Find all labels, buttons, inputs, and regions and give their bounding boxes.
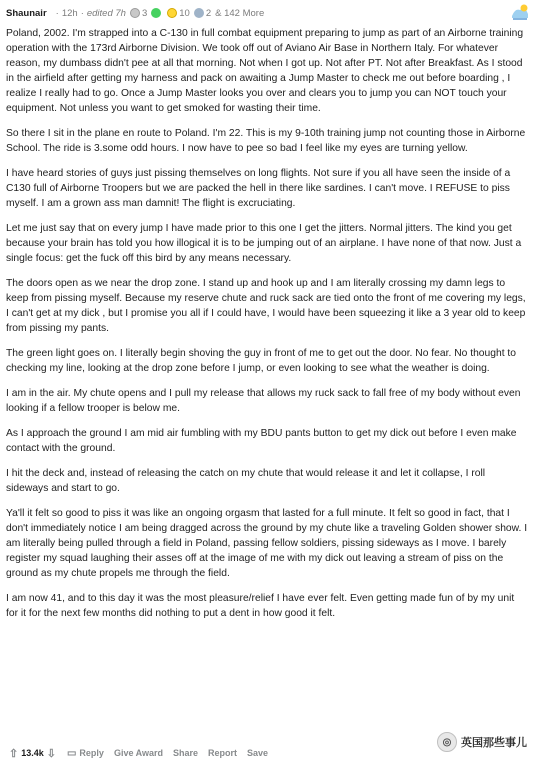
paragraph: I am now 41, and to this day it was the most pleasure/relief I have ever felt. Even getting made fun of by my unit for it for the next few months did nothing to put a dent in how good it felt. [6,593,515,619]
paragraph: I am in the air. My chute opens and I pull my release that allows my ruck sack to fall free of my body without even looking if a fellow trooper is below me. [6,388,521,414]
paragraph: Let me just say that on every jump I have made prior to this one I get the jitters. Normal jitters. The kind you get because your brain has told you how illogical it is to be jumping out of an airplane. I have none of that now. Just a single focus: get the fuck off this bird by any means necessary. [6,223,522,264]
reply-icon: ▭ [66,747,77,759]
username[interactable]: Shaunair [6,7,47,19]
paragraph: The doors open as we near the drop zone. I stand up and hook up and I am literally crossing my damn legs to keep from pissing myself. Because my reserve chute and ruck sack are tied onto the front of me covering my legs, I can't get at my dick , but I promise you all if I could have, I would have been squeezing it like a 3 year old to keep from pissing my pants. [6,278,526,334]
platinum-award-icon [194,8,204,18]
award-gold[interactable]: 10 [167,8,190,19]
paragraph: Poland, 2002. I'm strapped into a C-130 in full combat equipment preparing to jump as part of an Airborne training operation with the 173rd Airborne Division. We took off out of Aviano Air Base in Northern Italy. For whatever reason, my dumbass didn't pee at all that morning. Not when I got up. Not after PT. Not after Breakfast. As I stood in the airfield after getting my harness and pack on awaiting a Jump Master to check me out before boarding , I realize I really had to go. Once a Jump Master looks you over and clears you to jump you can NOT touch your equipment. Not unless you want to get smoked for wasting their time. [6,28,524,114]
report-button[interactable]: Report [207,748,237,758]
paragraph: Ya'll it felt so good to piss it was like an ongoing orgasm that lasted for a full minute. It felt so good in fact, that I don't immediately notice I am being dragged across the ground by my chute like a traveling Golden shower show. I am literally being pulled through a field in Poland, passing fellow soldiers, pissing sideways as I move. I barely register my squad laughing their asses off at the image of me with my dick out leaving a stream of piss on the ground as my chute propels me through the field. [6,508,528,579]
helpful-award-icon [151,8,161,18]
comment-header: Shaunair · 12h · edited 7h 3 10 2 & 142 More [6,7,265,19]
paragraph: As I approach the ground I am mid air fumbling with my BDU pants button to get my dick out before I even make contact with the ground. [6,428,517,454]
paragraph: The green light goes on. I literally begin shoving the guy in front of me to get out the door. No fear. No thought to checking my line, looking at the drop zone before I jump, or even looking to see what the weather is doing. [6,348,517,374]
share-button[interactable]: Share [172,748,198,758]
vote-count: 13.4k [21,748,44,758]
award-platinum[interactable]: 2 [194,8,211,19]
paragraph: I hit the deck and, instead of releasing the catch on my chute that would release it and let it collapse, I roll sideways and start to go. [6,468,486,494]
upvote-arrow-icon[interactable]: ⇧ [9,747,19,760]
user-avatar-icon[interactable] [509,2,531,22]
watermark [437,732,527,752]
timestamp[interactable]: 12h [61,7,78,19]
vote-control [6,747,59,760]
more-awards-link[interactable]: & 142 More [215,7,265,19]
comment-body [6,26,529,631]
save-button[interactable]: Save [246,748,269,758]
give-award-button[interactable]: Give Award [113,748,163,758]
award-helpful[interactable] [151,8,163,18]
silver-award-icon [130,8,140,18]
award-silver[interactable]: 3 [130,8,147,19]
watermark-text: 英国那些事儿 [461,737,527,749]
paragraph: I have heard stories of guys just pissing themselves on long flights. Not sure if you all have seen the inside of a C130 full of Airborne Troopers but we are packed the hell in there like sardines. I can't move. I REFUSE to piss myself. I am a grown ass man damnit! The flight is excruciating. [6,168,511,209]
edited-label: edited 7h [86,7,126,19]
downvote-arrow-icon[interactable]: ⇩ [46,747,56,760]
wechat-logo-icon: ◎ [437,732,457,752]
reply-button[interactable]: ▭ Reply [66,747,104,759]
gold-award-icon [167,8,177,18]
paragraph: So there I sit in the plane en route to Poland. I'm 22. This is my 9-10th training jump not counting those in Airborne School. The ride is 3.some odd hours. I now have to pee so bad I feel like my eyes are turning yellow. [6,128,526,154]
